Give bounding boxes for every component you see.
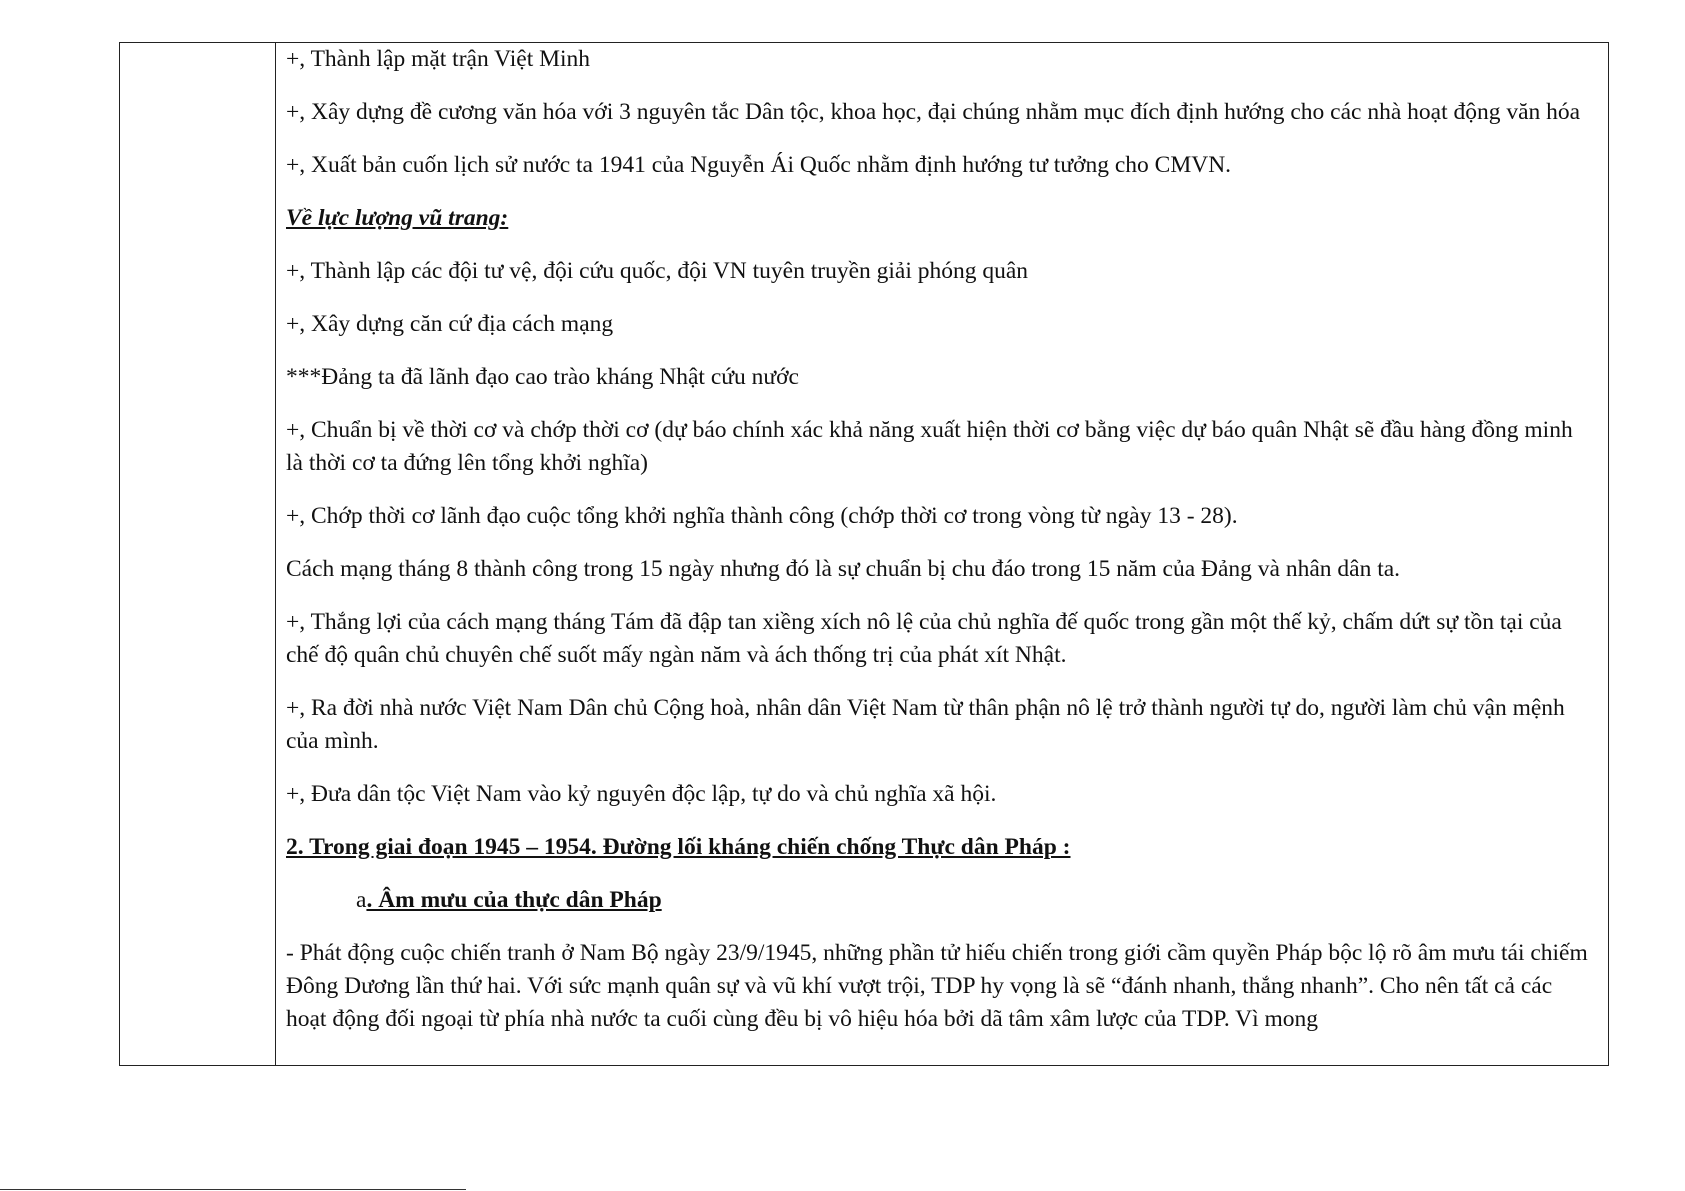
subheading xyxy=(286,884,1590,917)
table-content-cell xyxy=(276,43,1608,1065)
paragraph: +, Thành lập mặt trận Việt Minh xyxy=(286,46,591,72)
paragraph: +, Xây dựng căn cứ địa cách mạng xyxy=(286,311,614,337)
paragraph: - Phát động cuộc chiến tranh ở Nam Bộ ngày 23/9/1945, những phần tử hiếu chiến trong giới cầm quyền Pháp bộc lộ rõ âm mưu tái chiếm Đông Dương lần thứ hai. Với sức mạnh quân sự và vũ khí vượt trội, TDP hy vọng là sẽ “đánh nhanh, thắng nhanh”. Cho nên tất cả các hoạt động đối ngoại từ phía nhà nước ta cuối cùng đều bị vô hiệu hóa bởi dã tâm xâm lược của TDP. Vì mong xyxy=(286,940,1588,1032)
subheading-text: . Âm mưu của thực dân Pháp xyxy=(366,887,662,913)
subsection-heading: Về lực lượng vũ trang: xyxy=(286,205,509,231)
footnote-separator xyxy=(0,1189,466,1190)
subheading-prefix: a xyxy=(356,887,367,913)
paragraph: +, Chớp thời cơ lãnh đạo cuộc tổng khởi nghĩa thành công (chớp thời cơ trong vòng từ ngày 13 - 28). xyxy=(286,503,1238,529)
paragraph: +, Đưa dân tộc Việt Nam vào kỷ nguyên độc lập, tự do và chủ nghĩa xã hội. xyxy=(286,781,997,807)
content-table xyxy=(119,42,1609,1066)
paragraph: ***Đảng ta đã lãnh đạo cao trào kháng Nhật cứu nước xyxy=(286,364,799,390)
section-heading: 2. Trong giai đoạn 1945 – 1954. Đường lối kháng chiến chống Thực dân Pháp : xyxy=(286,834,1071,860)
paragraph: +, Xuất bản cuốn lịch sử nước ta 1941 của Nguyễn Ái Quốc nhằm định hướng tư tưởng cho CMVN. xyxy=(286,152,1232,178)
paragraph: +, Thành lập các đội tư vệ, đội cứu quốc, đội VN tuyên truyền giải phóng quân xyxy=(286,258,1029,284)
table-left-cell xyxy=(120,43,276,1065)
paragraph: +, Chuẩn bị về thời cơ và chớp thời cơ (dự báo chính xác khả năng xuất hiện thời cơ bằng việc dự báo quân Nhật sẽ đầu hàng đồng minh là thời cơ ta đứng lên tổng khởi nghĩa) xyxy=(286,417,1573,476)
paragraph: +, Xây dựng đề cương văn hóa với 3 nguyên tắc Dân tộc, khoa học, đại chúng nhằm mục đích định hướng cho các nhà hoạt động văn hóa xyxy=(286,99,1581,125)
paragraph: Cách mạng tháng 8 thành công trong 15 ngày nhưng đó là sự chuẩn bị chu đáo trong 15 năm của Đảng và nhân dân ta. xyxy=(286,556,1401,582)
paragraph: +, Ra đời nhà nước Việt Nam Dân chủ Cộng hoà, nhân dân Việt Nam từ thân phận nô lệ trở thành người tự do, người làm chủ vận mệnh của mình. xyxy=(286,695,1565,754)
paragraph: +, Thắng lợi của cách mạng tháng Tám đã đập tan xiềng xích nô lệ của chủ nghĩa đế quốc trong gần một thế kỷ, chấm dứt sự tồn tại của chế độ quân chủ chuyên chế suốt mấy ngàn năm và ách thống trị của phát xít Nhật. xyxy=(286,609,1562,668)
